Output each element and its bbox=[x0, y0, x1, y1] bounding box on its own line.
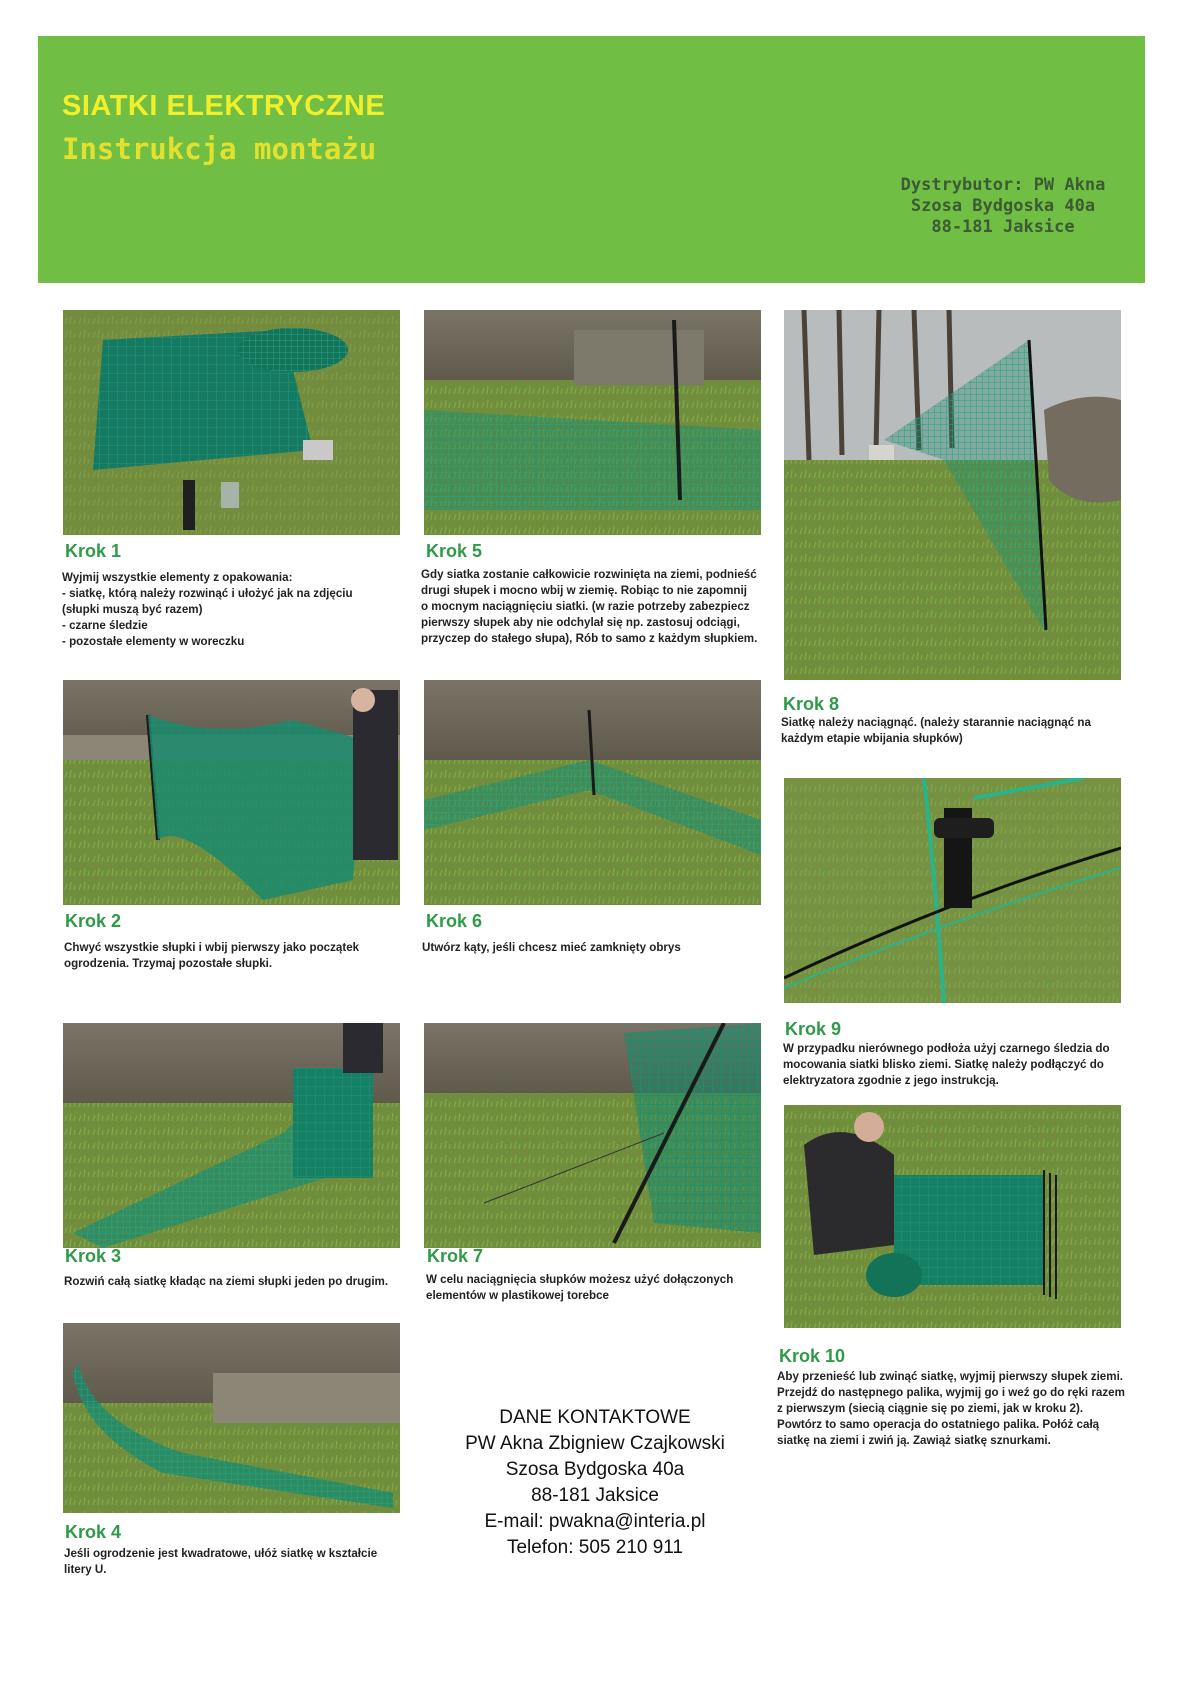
step-3-title: Krok 3 bbox=[65, 1246, 122, 1266]
contact-city: 88-181 Jaksice bbox=[531, 1485, 659, 1506]
step-text-line: siatkę na ziemi i zwiń ją. Zawiąż siatkę sznurkami. bbox=[777, 1434, 1051, 1447]
step-1-text bbox=[62, 570, 353, 650]
step-6-title: Krok 6 bbox=[426, 911, 483, 931]
step-9-text bbox=[783, 1041, 1110, 1089]
step-text-line: W przypadku nierównego podłoża użyj czarnego śledzia do bbox=[783, 1042, 1110, 1055]
step-text-line: - pozostałe elementy w woreczku bbox=[62, 635, 245, 648]
step-text-line: Rozwiń całą siatkę kładąc na ziemi słupki jeden po drugim. bbox=[64, 1275, 389, 1288]
step-10-photo bbox=[784, 1105, 1121, 1328]
step-text-line: Aby przenieść lub zwinąć siatkę, wyjmij pierwszy słupek ziemi. bbox=[777, 1370, 1124, 1383]
step-text-line: Siatkę należy naciągnąć. (należy starannie naciągnąć na bbox=[781, 716, 1091, 729]
step-text-line: o mocnym naciągnięciu siatki. (w razie potrzeby zabezpiecz bbox=[421, 600, 750, 613]
page-title: SIATKI ELEKTRYCZNE bbox=[62, 90, 386, 122]
header-banner bbox=[38, 36, 1145, 283]
step-text-line: - siatkę, którą należy rozwinąć i ułożyć jak na zdjęciu bbox=[62, 587, 353, 600]
step-3-text bbox=[64, 1274, 388, 1290]
step-8-title: Krok 8 bbox=[783, 694, 840, 714]
step-3-photo bbox=[63, 1023, 400, 1248]
step-1-title: Krok 1 bbox=[65, 541, 122, 561]
step-9-title: Krok 9 bbox=[785, 1019, 842, 1039]
step-text-line: Powtórz to samo operacja do ostatniego palika. Połóż całą bbox=[777, 1418, 1100, 1431]
step-text-line: przyczep do stałego słupa), Rób to samo z każdym słupkiem. bbox=[421, 632, 758, 645]
step-4-photo bbox=[63, 1323, 400, 1513]
contact-street: Szosa Bydgoska 40a bbox=[505, 1459, 685, 1480]
step-5-photo bbox=[424, 310, 761, 535]
step-6-photo bbox=[424, 680, 761, 905]
step-6-text bbox=[422, 940, 681, 956]
step-4-text bbox=[64, 1546, 377, 1578]
step-text-line: elementów w plastikowej torebce bbox=[426, 1289, 609, 1302]
step-text-line: mocowania siatki blisko ziemi. Siatkę należy podłączyć do bbox=[783, 1058, 1104, 1071]
step-7-text bbox=[426, 1272, 733, 1304]
step-2-title: Krok 2 bbox=[65, 911, 122, 931]
distributor-line: Szosa Bydgoska 40a bbox=[910, 196, 1096, 216]
step-text-line: elektryzatora zgodnie z jego instrukcją. bbox=[783, 1074, 999, 1087]
step-text-line: (słupki muszą być razem) bbox=[62, 603, 203, 616]
contact-block bbox=[450, 1405, 740, 1561]
step-text-line: - czarne śledzie bbox=[62, 619, 148, 632]
contact-company: PW Akna Zbigniew Czajkowski bbox=[465, 1433, 725, 1454]
step-text-line: litery U. bbox=[64, 1563, 107, 1576]
distributor-line: 88-181 Jaksice bbox=[931, 217, 1075, 237]
step-9-photo bbox=[784, 778, 1121, 1003]
step-10-title: Krok 10 bbox=[779, 1346, 846, 1366]
step-text-line: Przejdź do następnego palika, wyjmij go i weź go do ręki razem bbox=[777, 1386, 1125, 1399]
contact-phone[interactable]: Telefon: 505 210 911 bbox=[506, 1537, 684, 1558]
step-7-title: Krok 7 bbox=[427, 1246, 484, 1266]
step-8-text bbox=[781, 715, 1091, 747]
step-7-photo bbox=[424, 1023, 761, 1248]
step-text-line: Jeśli ogrodzenie jest kwadratowe, ułóż siatkę w kształcie bbox=[64, 1547, 378, 1560]
step-text-line: ogrodzenia. Trzymaj pozostałe słupki. bbox=[64, 957, 273, 970]
step-2-photo bbox=[63, 680, 400, 905]
step-4-title: Krok 4 bbox=[65, 1522, 122, 1542]
contact-heading: DANE KONTAKTOWE bbox=[499, 1407, 691, 1428]
distributor-line: Dystrybutor: PW Akna bbox=[900, 175, 1106, 195]
step-text-line: Utwórz kąty, jeśli chcesz mieć zamknięty obrys bbox=[422, 941, 681, 954]
step-text-line: Wyjmij wszystkie elementy z opakowania: bbox=[62, 571, 293, 584]
step-1-photo bbox=[63, 310, 400, 535]
step-5-title: Krok 5 bbox=[426, 541, 483, 561]
step-text-line: z pierwszym (siecią ciągnie się po ziemi, jak w kroku 2). bbox=[777, 1402, 1084, 1415]
distributor-info bbox=[873, 175, 1133, 238]
step-text-line: Gdy siatka zostanie całkowicie rozwinięta na ziemi, podnieść bbox=[421, 568, 757, 581]
step-8-photo bbox=[784, 310, 1121, 680]
step-text-line: W celu naciągnięcia słupków możesz użyć dołączonych bbox=[426, 1273, 734, 1286]
step-text-line: drugi słupek i mocno wbij w ziemię. Robiąc to nie zapomnij bbox=[421, 584, 747, 597]
step-2-text bbox=[64, 940, 359, 972]
step-text-line: każdym etapie wbijania słupków) bbox=[781, 732, 963, 745]
step-10-text bbox=[777, 1369, 1125, 1449]
step-text-line: pierwszy słupek aby nie odchylał się np. zastosuj odciągi, bbox=[421, 616, 740, 629]
step-5-text bbox=[421, 567, 757, 647]
contact-email[interactable]: E-mail: pwakna@interia.pl bbox=[484, 1511, 706, 1532]
page-subtitle: Instrukcja montażu bbox=[62, 132, 377, 166]
step-text-line: Chwyć wszystkie słupki i wbij pierwszy jako początek bbox=[64, 941, 360, 954]
